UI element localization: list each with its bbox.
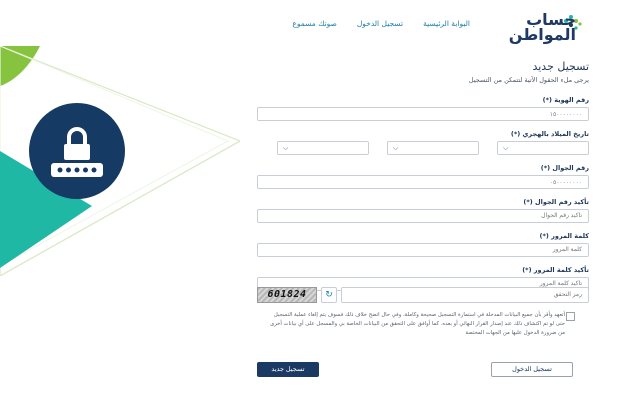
dob-selects bbox=[257, 141, 589, 155]
mobile-group bbox=[257, 164, 589, 189]
chevron-down-icon: ⌵ bbox=[283, 144, 289, 152]
password-input[interactable] bbox=[257, 243, 589, 257]
agreement-text: أتعهد وأقر بأن جميع البيانات المدخلة في استمارة التسجيل صحيحة وكاملة، وفي حال اتضح خلاف ذلك فسوف يتم إلغاء عملية التسجيل حتى لو تم اكتشاف ذلك عند إصدار القرار النهائي أو بعده. كما أوافق على التحقق من البيانات الخاصة بي والمسجل على أي بيانات أخرى من ضرورة الدخول عليها من الجهات المختصة bbox=[270, 312, 565, 336]
nav-your-voice-heard[interactable]: صوتك مسموع bbox=[292, 19, 337, 28]
lock-badge bbox=[29, 103, 125, 199]
confirm-mobile-label: تأكيد رقم الجوال (*) bbox=[523, 198, 589, 206]
confirm-password-label: تأكيد كلمة المرور (*) bbox=[522, 266, 589, 274]
id-number-input[interactable] bbox=[257, 107, 589, 121]
citizen-account-logo[interactable] bbox=[506, 8, 596, 42]
top-nav bbox=[292, 19, 470, 28]
page-title: تسجيل جديد bbox=[532, 60, 589, 73]
chevron-down-icon: ⌵ bbox=[503, 144, 509, 152]
mobile-input[interactable] bbox=[257, 175, 589, 189]
logo-text bbox=[506, 12, 576, 42]
confirm-mobile-group bbox=[257, 198, 589, 223]
nav-home-portal[interactable]: البوابة الرئيسية bbox=[423, 19, 470, 28]
refresh-captcha-icon[interactable]: ↻ bbox=[321, 287, 337, 303]
dob-month-select[interactable] bbox=[387, 141, 479, 155]
captcha-row bbox=[257, 287, 589, 303]
password-label: كلمة المرور (*) bbox=[539, 232, 589, 240]
header bbox=[0, 0, 620, 46]
agree-checkbox[interactable] bbox=[566, 312, 575, 321]
register-button[interactable]: تسجيل جديد bbox=[257, 362, 319, 377]
dob-year-select[interactable] bbox=[277, 141, 369, 155]
mobile-label: رقم الجوال (*) bbox=[540, 164, 589, 172]
logo-line2: المواطن bbox=[508, 25, 576, 44]
captcha-input[interactable] bbox=[341, 287, 589, 303]
chevron-down-icon: ⌵ bbox=[393, 144, 399, 152]
logo-line1: حساب bbox=[526, 10, 576, 29]
confirm-mobile-input[interactable] bbox=[257, 209, 589, 223]
id-number-group bbox=[257, 96, 589, 121]
dob-group bbox=[257, 130, 589, 155]
password-group bbox=[257, 232, 589, 257]
id-number-label: رقم الهوية (*) bbox=[542, 96, 589, 104]
password-lock-icon bbox=[29, 103, 125, 199]
nav-login[interactable]: تسجيل الدخول bbox=[356, 19, 404, 28]
login-button[interactable]: تسجيل الدخول bbox=[491, 362, 573, 377]
registration-form bbox=[257, 60, 589, 300]
dob-label: تاريخ الميلاد بالهجري (*) bbox=[510, 130, 589, 138]
decorative-graphic bbox=[0, 46, 240, 276]
page-subtitle: يرجى ملء الحقول الآتية لتتمكن من التسجيل bbox=[468, 76, 589, 84]
dob-day-select[interactable] bbox=[497, 141, 589, 155]
captcha-image: 601824 bbox=[257, 287, 317, 303]
